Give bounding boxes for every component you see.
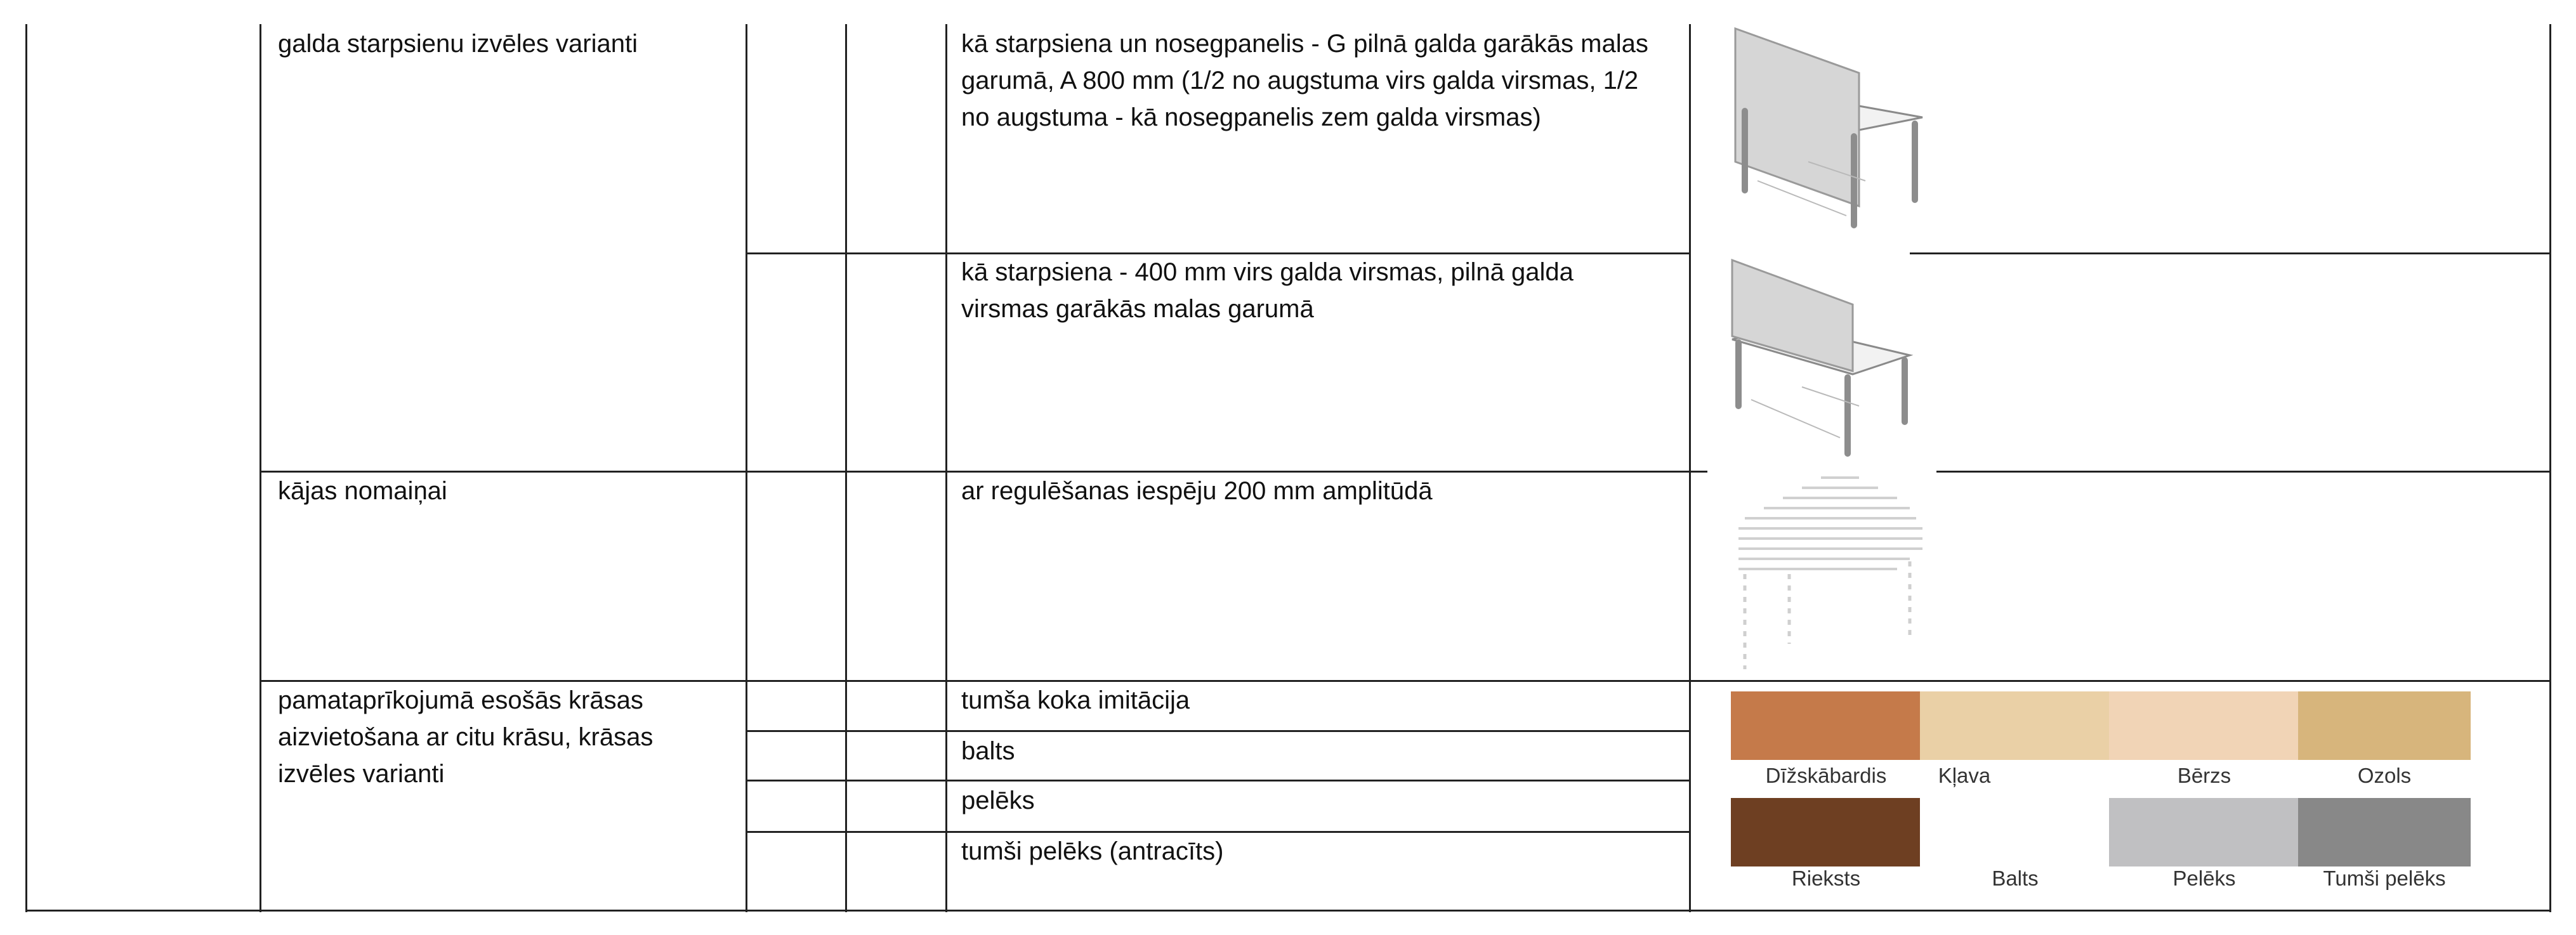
swatch-beech [1731, 691, 1920, 760]
swatch-label: Dīžskābardis [1765, 764, 1887, 787]
grid-line [25, 910, 2551, 912]
grid-line [2549, 24, 2551, 912]
row-label-colours: pamataprīkojumā esošās krāsas aizvietošana ar citu krāsu, krāsas izvēles varianti [278, 686, 654, 788]
option-partition-with-modesty-panel: kā starpsiena un nosegpanelis - G pilnā galda garākās malas garumā, A 800 mm (1/2 no augstuma virs galda virsmas, 1/2 no augstuma - kā nosegpanelis zem galda virsmas) [961, 30, 1648, 131]
option-partition-above-desk: kā starpsiena - 400 mm virs galda virsmas, pilnā galda virsmas garākās malas garumā [961, 258, 1574, 323]
grid-line [1936, 471, 2549, 473]
option-dark-wood: tumša koka imitācija [961, 686, 1190, 714]
desk-partition-panel-image [1713, 22, 1929, 238]
swatch-label: Balts [1992, 866, 2039, 890]
grid-line [746, 780, 1689, 781]
grid-line [1910, 252, 2549, 254]
grid-line [746, 24, 747, 912]
row-label-partitions: galda starpsienu izvēles varianti [278, 30, 638, 58]
option-grey: pelēks [961, 787, 1035, 814]
swatch-birch [2109, 691, 2298, 760]
swatch-maple [1920, 691, 2109, 760]
swatch-oak [2298, 691, 2471, 760]
grid-line [746, 730, 1689, 732]
desk-partition-image [1713, 254, 1929, 469]
swatch-label: Bērzs [2177, 764, 2231, 787]
grid-line [260, 24, 261, 912]
option-white: balts [961, 737, 1015, 765]
swatch-label: Rieksts [1791, 866, 1861, 890]
swatch-label: Tumši pelēks [2323, 866, 2446, 890]
swatch-dark-grey [2298, 798, 2471, 866]
swatch-grey [2109, 798, 2298, 866]
row-label-legs: kājas nomaiņai [278, 477, 447, 505]
adjustable-leg-desk-image [1726, 473, 1942, 676]
grid-line [1689, 24, 1691, 912]
swatch-label: Ozols [2357, 764, 2412, 787]
swatch-label: Pelēks [2172, 866, 2236, 890]
swatch-white [1920, 798, 2109, 866]
grid-line [25, 24, 27, 912]
grid-line [945, 24, 947, 912]
grid-line [845, 24, 847, 912]
option-anthracite: tumši pelēks (antracīts) [961, 837, 1224, 865]
swatch-label: Kļava [1938, 764, 1991, 787]
option-adjustable-legs: ar regulēšanas iespēju 200 mm amplitūdā [961, 477, 1433, 505]
swatch-walnut [1731, 798, 1920, 866]
